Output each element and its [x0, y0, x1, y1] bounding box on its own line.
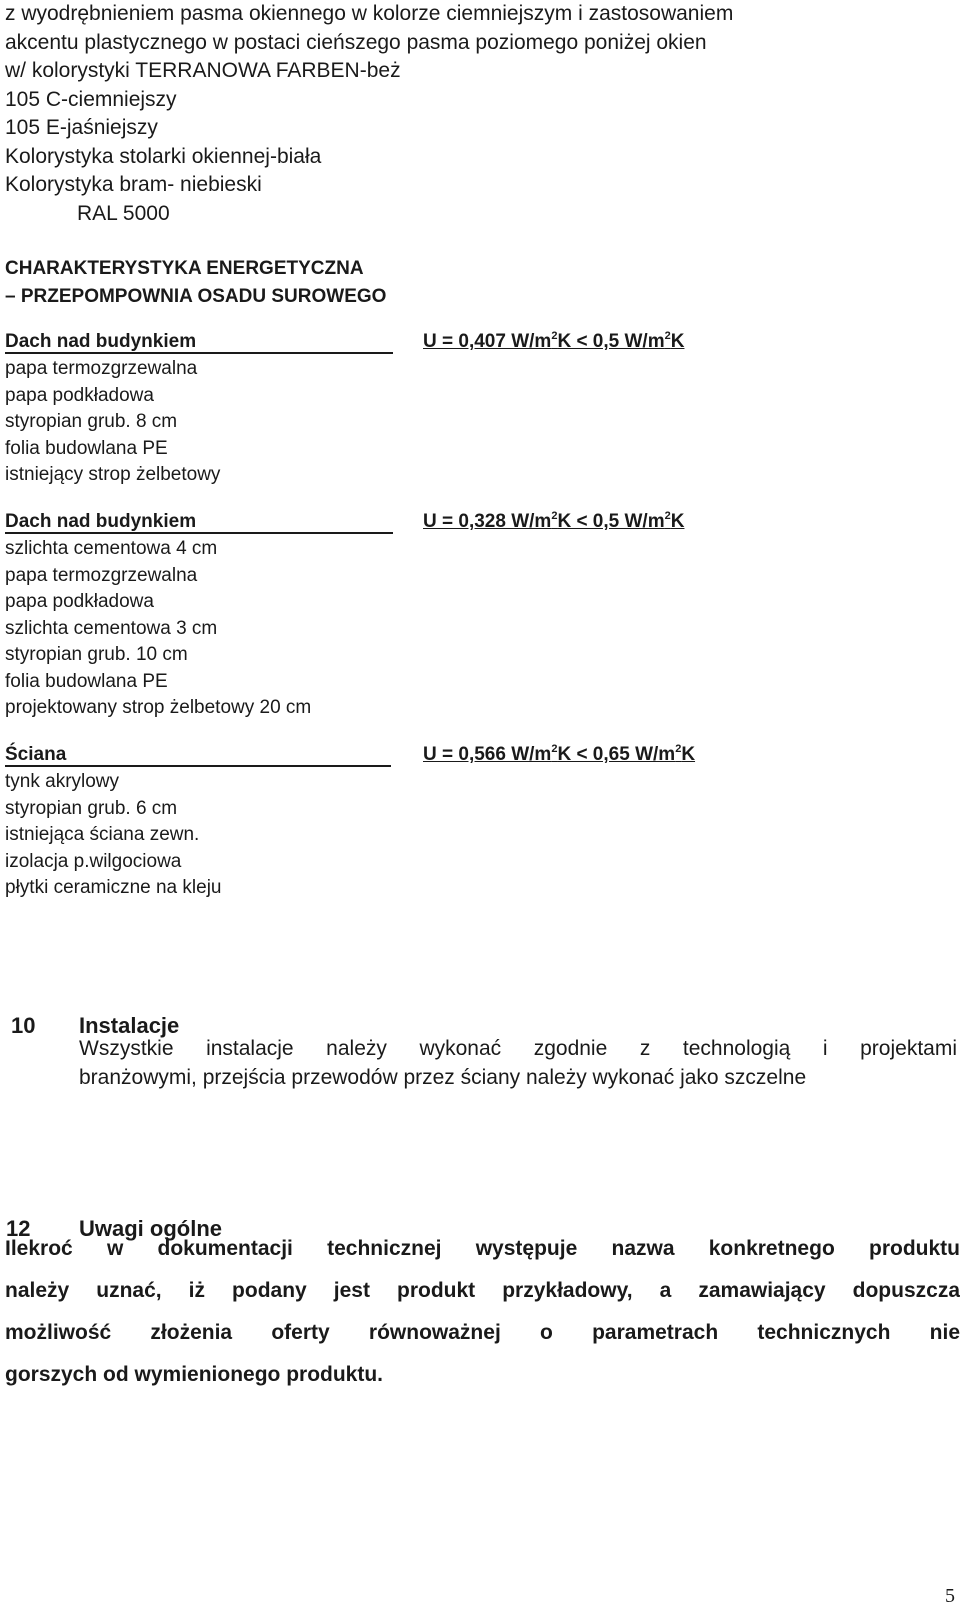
- heading-underline: [5, 765, 391, 767]
- layer-item: papa termozgrzewalna: [5, 564, 198, 586]
- partition-name: Dach nad budynkiem: [5, 331, 197, 352]
- intro-line: 105 C-ciemniejszy: [5, 87, 177, 111]
- paragraph-line: branżowymi, przejścia przewodów przez ściany należy wykonać jako szczelne: [79, 1066, 807, 1089]
- paragraph-line: Wszystkie instalacje należy wykonać zgodnie z technologią i projektami: [79, 1037, 957, 1060]
- layer-list: [5, 767, 765, 902]
- installations-paragraph: [79, 1034, 957, 1092]
- paragraph-line: należy uznać, iż podany jest produkt przykładowy, a zamawiający dopuszcza: [5, 1279, 960, 1302]
- u-value: U = 0,328 $W/m^2K < 0,5$ $W/m^2K$: [423, 510, 685, 532]
- layer-item: izolacja p.wilgociowa: [5, 850, 182, 872]
- layer-item: istniejąca ściana zewn.: [5, 824, 200, 845]
- energy-heading-line2: – PRZEPOMPOWNIA OSADU SUROWEGO: [5, 286, 387, 307]
- paragraph-line: Ilekroć w dokumentacji technicznej występuje nazwa konkretnego produktu: [5, 1237, 960, 1260]
- intro-paragraph: [5, 0, 733, 228]
- layer-item: projektowany strop żelbetowy 20 cm: [5, 697, 312, 718]
- section-title: Instalacje: [79, 1013, 180, 1038]
- paragraph-line: możliwość złożenia oferty równoważnej o parametrach technicznych nie: [5, 1321, 960, 1344]
- u-value: U = 0,566 $W/m^2K < 0,65$ $W/m^2K$: [423, 743, 696, 765]
- layer-item: styropian grub. 6 cm: [5, 797, 178, 819]
- section-title: Uwagi ogólne: [79, 1216, 222, 1241]
- partition-name: Ściana: [5, 744, 67, 765]
- layer-item: tynk akrylowy: [5, 771, 120, 792]
- partition-wall: [5, 743, 765, 902]
- layer-item: folia budowlana PE: [5, 670, 168, 692]
- intro-line: Kolorystyka bram- niebieski: [5, 173, 262, 196]
- section-number: 10: [11, 1013, 36, 1038]
- layer-item: papa podkładowa: [5, 591, 154, 612]
- layer-item: papa termozgrzewalna: [5, 358, 198, 379]
- partition-roof-1: [5, 330, 765, 489]
- section-number: 12: [6, 1216, 31, 1241]
- layer-list: [5, 534, 765, 722]
- layer-item: szlichta cementowa 3 cm: [5, 617, 218, 639]
- ral-code: RAL 5000: [77, 201, 170, 225]
- layer-item: papa podkładowa: [5, 384, 154, 406]
- layer-item: folia budowlana PE: [5, 437, 168, 459]
- u-value: U = 0,407 $W/m^2K < 0,5$ $W/m^2K$: [423, 330, 685, 352]
- partition-name: Dach nad budynkiem: [5, 511, 197, 532]
- energy-heading-line1: CHARAKTERYSTYKA ENERGETYCZNA: [5, 258, 364, 279]
- layer-item: płytki ceramiczne na kleju: [5, 877, 222, 898]
- heading-underline: [5, 532, 393, 534]
- layer-item: szlichta cementowa 4 cm: [5, 538, 218, 559]
- layer-item: styropian grub. 10 cm: [5, 644, 188, 665]
- page-number: 5: [945, 1585, 955, 1607]
- intro-line: w/ kolorystyki TERRANOWA FARBEN-beż: [5, 59, 401, 82]
- general-remarks-paragraph: [5, 1228, 960, 1396]
- paragraph-line: gorszych od wymienionego produktu.: [5, 1363, 384, 1386]
- partition-roof-2: [5, 510, 765, 722]
- layer-item: istniejący strop żelbetowy: [5, 464, 221, 485]
- intro-line: akcentu plastycznego w postaci cieńszego pasma poziomego poniżej okien: [5, 30, 707, 54]
- heading-underline: [5, 352, 393, 354]
- intro-line: z wyodrębnieniem pasma okiennego w kolorze ciemniejszym i zastosowaniem: [5, 2, 734, 25]
- intro-line: Kolorystyka stolarki okiennej-biała: [5, 144, 322, 168]
- layer-list: [5, 354, 765, 489]
- intro-line: 105 E-jaśniejszy: [5, 116, 158, 139]
- energy-heading: [5, 255, 386, 311]
- layer-item: styropian grub. 8 cm: [5, 411, 178, 432]
